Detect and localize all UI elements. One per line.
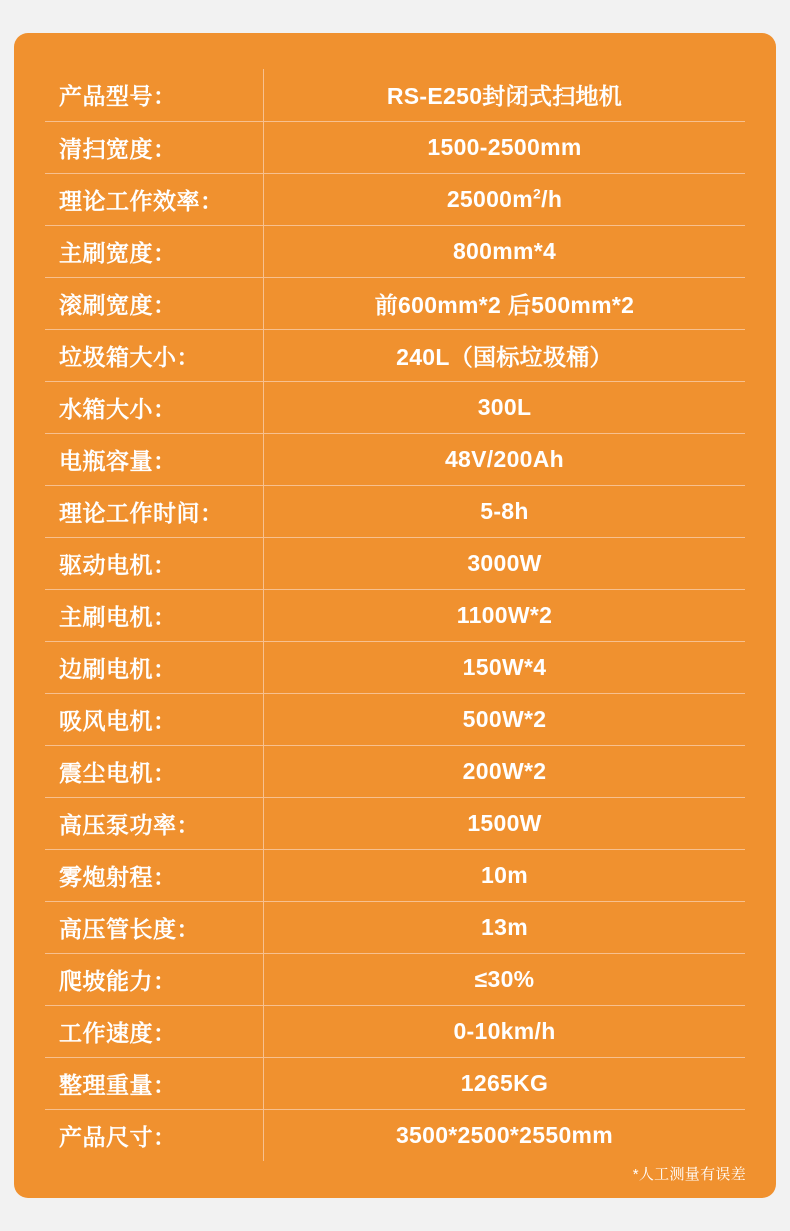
spec-label: 垃圾箱大小： [45, 329, 264, 381]
spec-value: 240L（国标垃圾桶） [264, 329, 746, 381]
table-row [45, 1057, 745, 1109]
spec-label: 高压管长度： [45, 901, 264, 953]
spec-label: 产品型号： [45, 69, 264, 121]
table-row [45, 69, 745, 121]
spec-value: 5-8h [264, 485, 746, 537]
table-row [45, 485, 745, 537]
spec-label: 爬坡能力： [45, 953, 264, 1005]
spec-value: 48V/200Ah [264, 433, 746, 485]
spec-label: 电瓶容量： [45, 433, 264, 485]
spec-value-main: 25000m [446, 185, 534, 212]
table-row [45, 277, 745, 329]
table-row [45, 693, 745, 745]
spec-label: 产品尺寸： [45, 1109, 264, 1161]
table-row [45, 433, 745, 485]
table-row [45, 329, 745, 381]
spec-value: 1265KG [264, 1057, 746, 1109]
spec-label: 震尘电机： [45, 745, 264, 797]
spec-value: 1500-2500mm [264, 121, 746, 173]
spec-value-superscript: 2 [533, 184, 542, 201]
spec-label: 整理重量： [45, 1057, 264, 1109]
spec-value: 800mm*4 [264, 225, 746, 277]
table-row [45, 381, 745, 433]
spec-value: 0-10km/h [264, 1005, 746, 1057]
specification-table-body [45, 69, 745, 1161]
spec-value: 150W*4 [264, 641, 746, 693]
spec-value: ≤30% [264, 953, 746, 1005]
spec-value: 3500*2500*2550mm [395, 1121, 614, 1148]
table-row [45, 225, 745, 277]
spec-label: 主刷电机： [45, 589, 264, 641]
spec-label: 边刷电机： [45, 641, 264, 693]
table-row [45, 797, 745, 849]
table-row [45, 745, 745, 797]
spec-label: 水箱大小： [45, 381, 264, 433]
spec-label: 吸风电机： [45, 693, 264, 745]
spec-label: 理论工作效率： [45, 173, 264, 225]
table-row [45, 641, 745, 693]
spec-label: 雾炮射程： [45, 849, 264, 901]
table-row [45, 537, 745, 589]
table-row [45, 953, 745, 1005]
spec-value-suffix: /h [541, 185, 563, 212]
table-row [45, 173, 745, 225]
table-row [45, 1005, 745, 1057]
spec-value: RS-E250封闭式扫地机 [264, 69, 746, 121]
spec-label: 高压泵功率： [45, 797, 264, 849]
table-row [45, 1109, 745, 1161]
spec-value: 1500W [264, 797, 746, 849]
spec-label: 清扫宽度： [45, 121, 264, 173]
table-row [45, 121, 745, 173]
table-row [45, 901, 745, 953]
specification-table [45, 69, 745, 1161]
spec-label: 主刷宽度： [45, 225, 264, 277]
spec-value: 前600mm*2 后500mm*2 [264, 277, 746, 329]
spec-value: 300L [264, 381, 746, 433]
spec-value: 1100W*2 [264, 589, 746, 641]
table-row [45, 849, 745, 901]
spec-panel [14, 33, 776, 1198]
spec-label: 驱动电机： [45, 537, 264, 589]
spec-value [264, 173, 746, 225]
spec-value: 10m [264, 849, 746, 901]
spec-value: 500W*2 [264, 693, 746, 745]
measurement-footnote: *人工测量有误差 [632, 1166, 746, 1183]
spec-value: 13m [264, 901, 746, 953]
spec-value: 3000W [264, 537, 746, 589]
spec-value: 200W*2 [264, 745, 746, 797]
spec-label: 理论工作时间： [45, 485, 264, 537]
spec-label: 滚刷宽度： [45, 277, 264, 329]
spec-label: 工作速度： [45, 1005, 264, 1057]
table-row [45, 589, 745, 641]
